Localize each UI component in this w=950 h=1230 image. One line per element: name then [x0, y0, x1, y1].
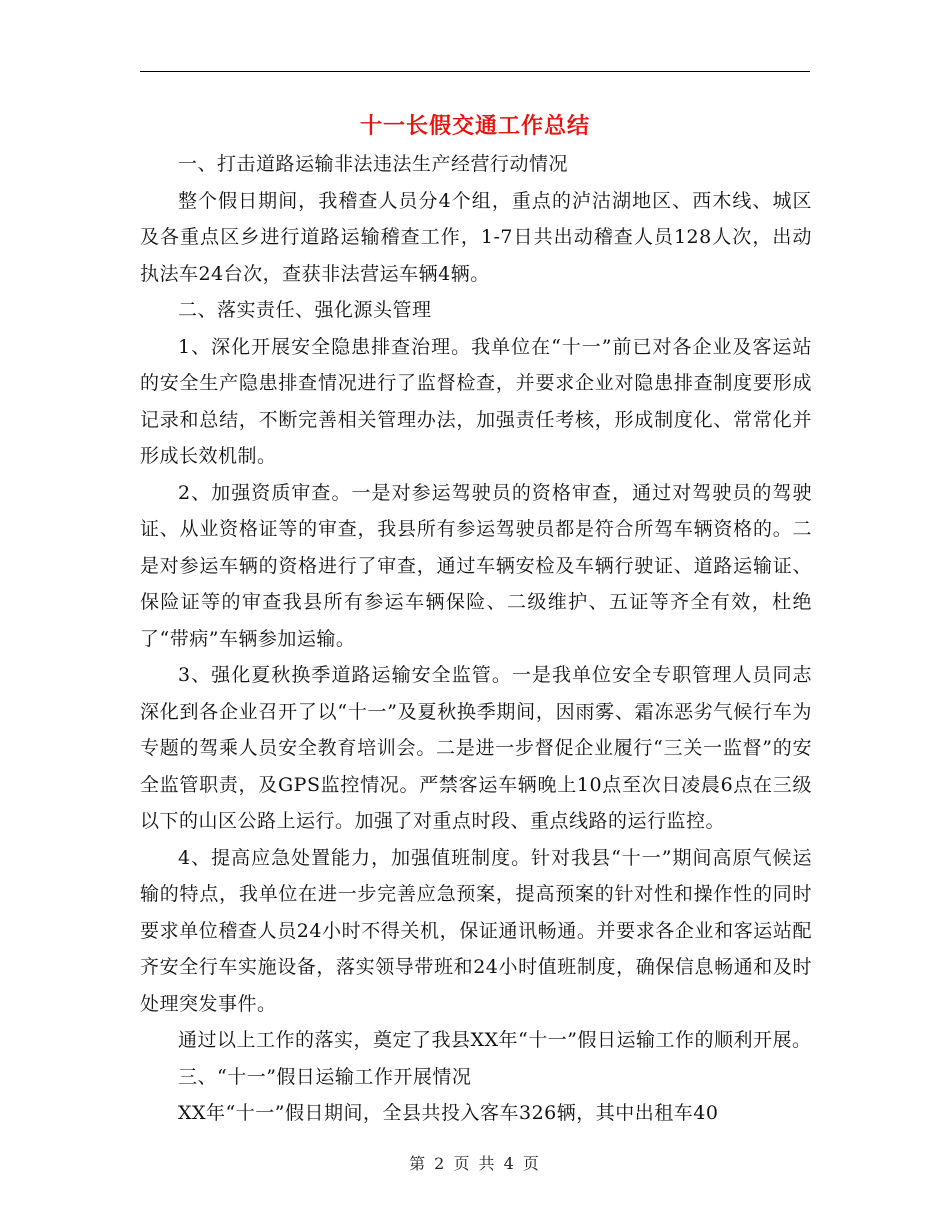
paragraph: 整个假日期间，我稽查人员分4个组，重点的泸沽湖地区、西木线、城区及各重点区乡进行道路运输稽查工作，1-7日共出动稽查人员128人次，出动执法车24台次，查获非法营运车辆4辆。: [140, 189, 812, 285]
paragraph: XX年“十一”假日期间，全县共投入客车326辆，其中出租车40: [178, 1102, 719, 1124]
section-heading-1: 一、打击道路运输非法违法生产经营行动情况: [178, 153, 569, 175]
section-heading-2: 二、落实责任、强化源头管理: [178, 299, 432, 321]
header-rule: [140, 71, 810, 72]
document-body: [140, 146, 812, 1132]
page-footer: 第 2 页 共 4 页: [409, 1154, 541, 1173]
paragraph: 1、深化开展安全隐患排查治理。我单位在“十一”前已对各企业及客运站的安全生产隐患排查情况进行了监督检查，并要求企业对隐患排查制度要形成记录和总结，不断完善相关管理办法，加强责任考核，形成制度化、常常化并形成长效机制。: [140, 335, 812, 467]
paragraph: 通过以上工作的落实，奠定了我县XX年“十一”假日运输工作的顺利开展。: [178, 1029, 812, 1051]
paragraph: 3、强化夏秋换季道路运输安全监管。一是我单位安全专职管理人员同志深化到各企业召开了以“十一”及夏秋换季期间，因雨雾、霜冻恶劣气候行车为专题的驾乘人员安全教育培训会。二是进一步督促企业履行“三关一监督”的安全监管职责，及GPS监控情况。严禁客运车辆晚上10点至次日凌晨6点在三级以下的山区公路上运行。加强了对重点时段、重点线路的运行监控。: [140, 664, 812, 832]
document-title: 十一长假交通工作总结: [359, 113, 590, 139]
paragraph: 4、提高应急处置能力，加强值班制度。针对我县“十一”期间高原气候运输的特点，我单位在进一步完善应急预案，提高预案的针对性和操作性的同时要求单位稽查人员24小时不得关机，保证通讯畅通。并要求各企业和客运站配齐安全行车实施设备，落实领导带班和24小时值班制度，确保信息畅通和及时处理突发事件。: [140, 846, 812, 1015]
paragraph: 2、加强资质审查。一是对参运驾驶员的资格审查，通过对驾驶员的驾驶证、从业资格证等的审查，我县所有参运驾驶员都是符合所驾车辆资格的。二是对参运车辆的资格进行了审查，通过车辆安检及车辆行驶证、道路运输证、保险证等的审查我县所有参运车辆保险、二级维护、五证等齐全有效，杜绝了“带病”车辆参加运输。: [140, 481, 812, 650]
section-heading-3: 三、“十一”假日运输工作开展情况: [178, 1065, 472, 1088]
